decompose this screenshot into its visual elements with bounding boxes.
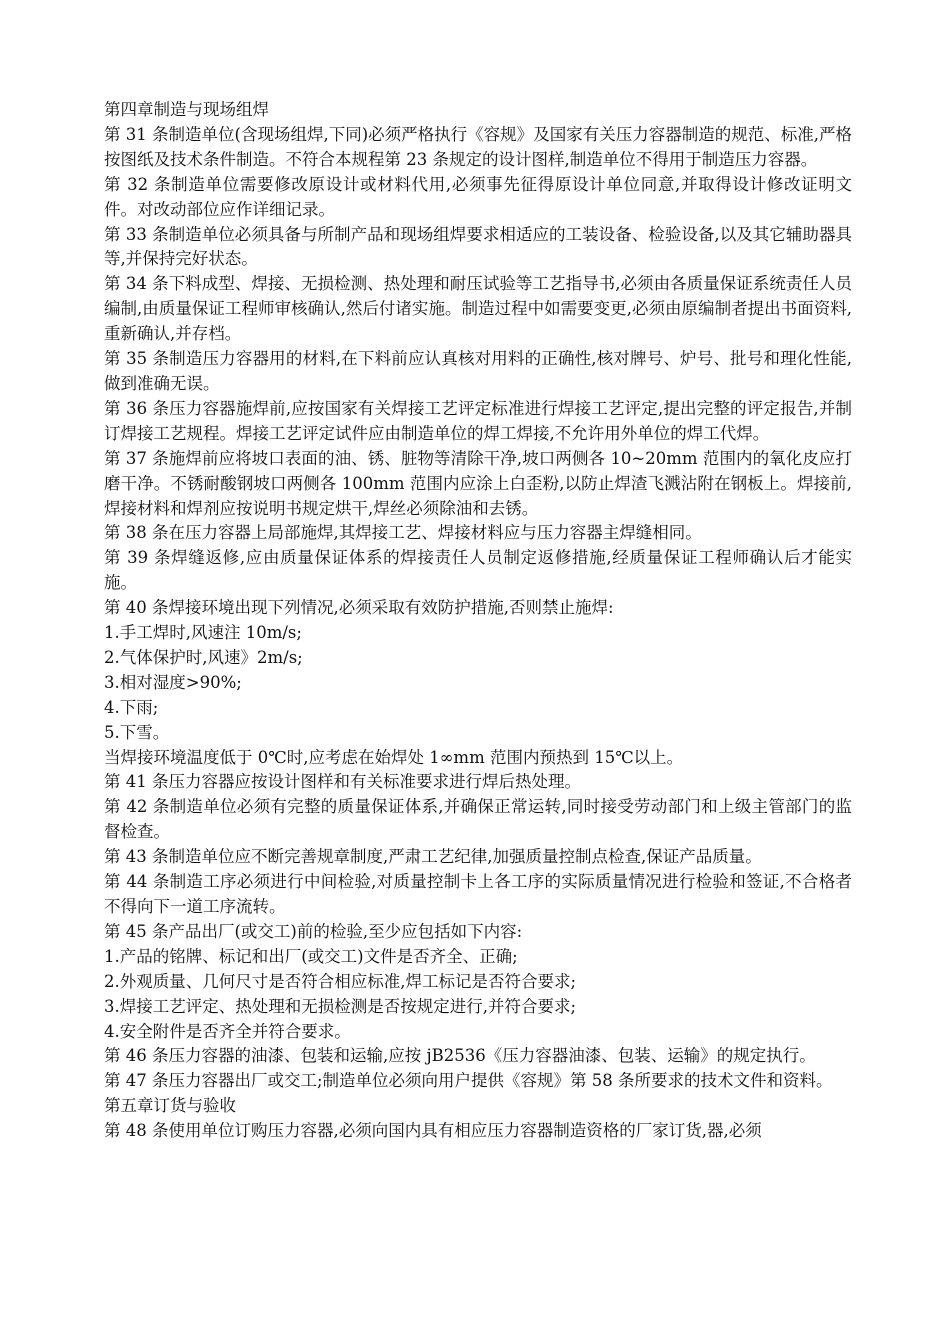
article-38: 第 38 条在压力容器上局部施焊,其焊接工艺、焊接材料应与压力容器主焊缝相同。 (104, 523, 702, 543)
article-45-item-1: 1.产品的铭牌、标记和出厂(或交工)文件是否齐全、正确; (104, 946, 518, 966)
chapter-five-heading: 第五章订货与验收 (104, 1096, 236, 1116)
article-36: 第 36 条压力容器施焊前,应按国家有关焊接工艺评定标准进行焊接工艺评定,提出完整的评定报告,并制订焊接工艺规程。焊接工艺评定试件应由制造单位的焊工焊接,不允许用外单位的焊工代焊。 (104, 398, 852, 443)
article-44: 第 44 条制造工序必须进行中间检验,对质量控制卡上各工序的实际质量情况进行检验和签证,不合格者不得向下一道工序流转。 (104, 872, 852, 916)
article-45-item-3: 3.焊接工艺评定、热处理和无损检测是否按规定进行,并符合要求; (104, 996, 577, 1016)
article-37: 第 37 条施焊前应将坡口表面的油、锈、脏物等清除干净,坡口两侧各 10~20mm 范围内的氧化皮应打磨干净。不锈耐酸钢坡口两侧各 100mm 范围内应涂上白歪粉,以防止焊渣飞溅沾附在钢板上。焊接前,焊接材料和焊剂应按说明书规定烘干,焊丝必须除油和去锈。 (104, 448, 852, 518)
article-40-item-3: 3.相对湿度>90%; (104, 672, 242, 692)
article-40-item-1: 1.手工焊时,风速注 10m/s; (104, 623, 302, 643)
article-43: 第 43 条制造单位应不断完善规章制度,严肃工艺纪律,加强质量控制点检查,保证产品质量。 (104, 847, 762, 867)
article-39: 第 39 条焊缝返修,应由质量保证体系的焊接责任人员制定返修措施,经质量保证工程师确认后才能实施。 (104, 548, 852, 593)
article-46: 第 46 条压力容器的油漆、包装和运输,应按 jB2536《压力容器油漆、包装、运输》的规定执行。 (104, 1046, 816, 1066)
article-40-item-2: 2.气体保护时,风速》2m/s; (104, 647, 303, 667)
article-41: 第 41 条压力容器应按设计图样和有关标准要求进行焊后热处理。 (104, 772, 581, 792)
article-34: 第 34 条下料成型、焊接、无损检测、热处理和耐压试验等工艺指导书,必须由各质量保证系统责任人员编制,由质量保证工程师审核确认,然后付诸实施。制造过程中如需要变更,必须由原编制者提出书面资料,重新确认,并存档。 (104, 274, 852, 344)
article-40-item-4: 4.下雨; (104, 697, 159, 717)
article-47: 第 47 条压力容器出厂或交工;制造单位必须向用户提供《容规》第 58 条所要求的技术文件和资料。 (104, 1071, 833, 1091)
article-45: 第 45 条产品出厂(或交工)前的检验,至少应包括如下内容: (104, 921, 523, 941)
article-40-temperature-note: 当焊接环境温度低于 0℃时,应考虑在始焊处 1∞mm 范围内预热到 15℃以上。 (104, 747, 684, 767)
article-45-item-4: 4.安全附件是否齐全并符合要求。 (104, 1021, 351, 1041)
article-42: 第 42 条制造单位必须有完整的质量保证体系,并确保正常运转,同时接受劳动部门和上级主管部门的监督检查。 (104, 797, 852, 842)
article-48: 第 48 条使用单位订购压力容器,必须向国内具有相应压力容器制造资格的厂家订货,器,必须 (104, 1121, 762, 1141)
chapter-four-heading: 第四章制造与现场组焊 (104, 100, 269, 119)
article-35: 第 35 条制造压力容器用的材料,在下料前应认真核对用料的正确性,核对牌号、炉号、批号和理化性能,做到准确无误。 (104, 349, 852, 393)
article-32: 第 32 条制造单位需要修改原设计或材料代用,必须事先征得原设计单位同意,并取得设计修改证明文件。对改动部位应作详细记录。 (104, 174, 852, 219)
article-40-item-5: 5.下雪。 (104, 722, 170, 742)
article-33: 第 33 条制造单位必须具备与所制产品和现场组焊要求相适应的工装设备、检验设备,以及其它辅助器具等,并保持完好状态。 (104, 224, 852, 269)
article-40: 第 40 条焊接环境出现下列情况,必须采取有效防护措施,否则禁止施焊: (104, 598, 614, 618)
article-31: 第 31 条制造单位(含现场组焊,下同)必须严格执行《容规》及国家有关压力容器制造的规范、标准,严格按图纸及技术条件制造。不符合本规程第 23 条规定的设计图样,制造单位不得用于制造压力容器。 (104, 124, 852, 169)
article-45-item-2: 2.外观质量、几何尺寸是否符合相应标准,焊工标记是否符合要求; (104, 971, 577, 991)
document-page (104, 98, 852, 1144)
